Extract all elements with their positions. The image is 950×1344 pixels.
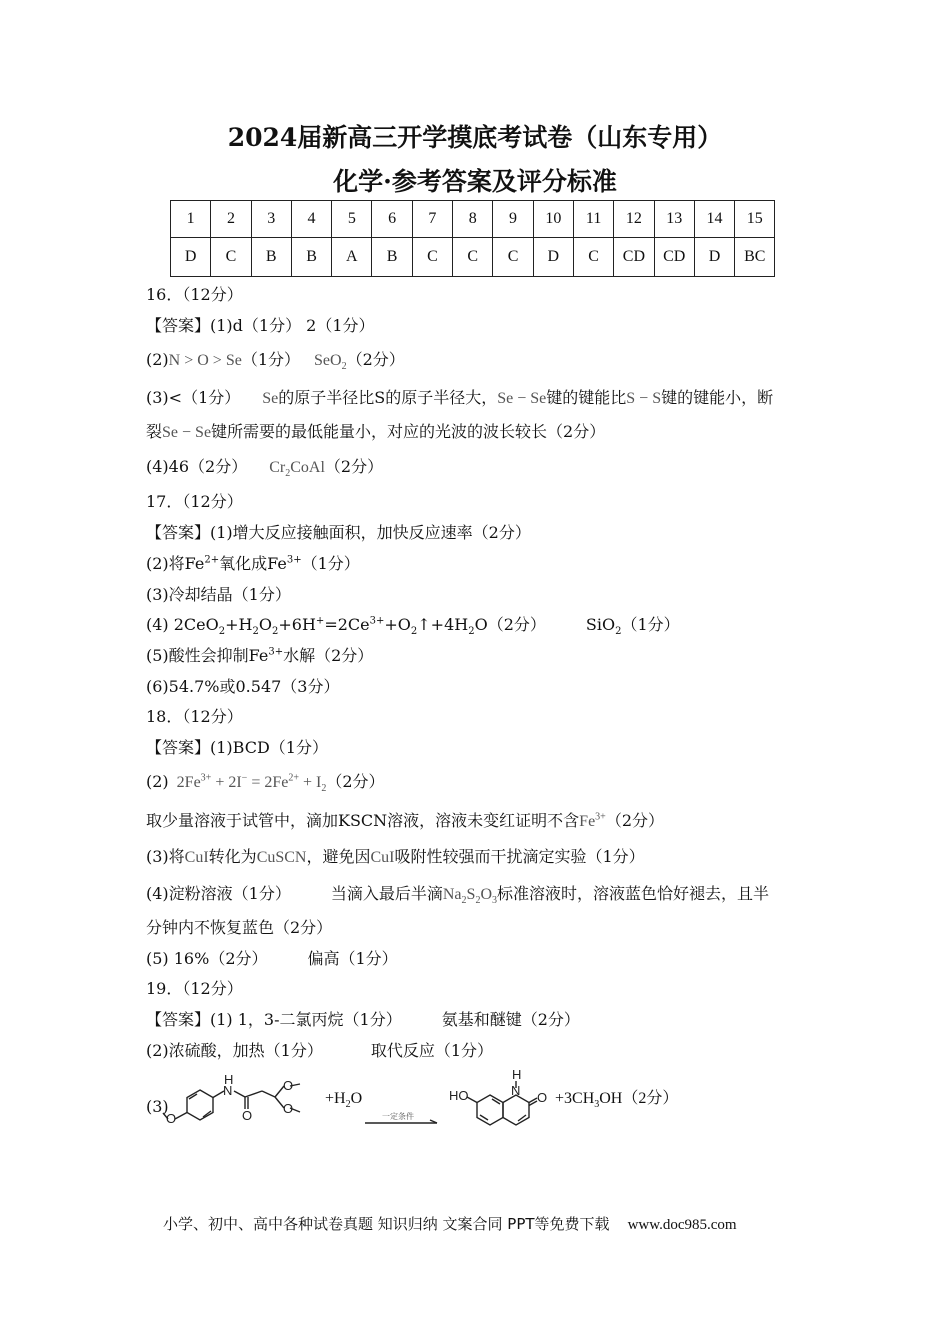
answer-cell: BC [735,238,775,277]
q19-answer-1: 【答案】(1) 1，3-二氯丙烷（1分） 氨基和醚键（2分） [146,1010,580,1029]
footer [163,1213,737,1234]
reaction-scheme [160,1062,720,1147]
question-number-cell: 7 [412,201,452,238]
q19-answer-2: (2)浓硫酸，加热（1分） 取代反应（1分） [146,1041,494,1060]
answer-cell: A [332,238,372,277]
answer-cell: C [453,238,493,277]
page-title: 2024届新高三开学摸底考试卷（山东专用） [227,123,723,152]
question-number-cell: 15 [735,201,775,238]
q18-heading: 18．（12分） [146,707,243,726]
answer-cell: B [372,238,412,277]
q18-answer-4-cont: 分钟内不恢复蓝色（2分） [146,918,333,937]
q18-answer-3: (3)将CuI转化为CuSCN，避免因CuI吸附性较强而干扰滴定实验（1分） [146,847,645,866]
footer-text: 小学、初中、高中各种试卷真题 知识归纳 文案合同 PPT等免费下载 [163,1215,610,1233]
plus-methanol: $+3CH_3OH(2$分） [555,1090,679,1110]
q16-answer-4: (4)46（2分） $Cr_2CoAl(2$分） [146,457,384,480]
q17-answer-6: (6)54.7%或0.547（3分） [146,677,340,696]
q16-answer-3: (3)<（1分） Se的原子半径比S的原子半径大，Se − Se键的键能比S − S键的键能小，断 [146,388,774,407]
q17-answer-3: (3)冷却结晶（1分） [146,585,291,604]
q16-answer-2: (2)N > O > Se（1分） SeO$_2$（2分） [146,350,405,373]
atom-o-ether-2: O [283,1101,294,1116]
answer-cell: B [251,238,291,277]
q18-answer-2-cont: 取少量溶液于试管中，滴加KSCN溶液，溶液未变红证明不含$Fe^{3+}(2$分） [146,811,664,830]
q19-answer-3-label: (3) [146,1097,169,1116]
answer-cell: CD [654,238,694,277]
answer-cell: C [493,238,533,277]
reaction-condition: 一定条件 [382,1112,414,1121]
answer-cell: D [171,238,211,277]
atom-o-product: O [537,1090,548,1105]
atom-h-product: H [512,1067,522,1082]
q17-heading: 17．（12分） [146,492,243,511]
q17-answer-5: (5)酸性会抑制$Fe^{3+}$水解（2分） [146,646,374,665]
q17-answer-2: (2)将$Fe^{2+}$氧化成$Fe^{3+}(1$分） [146,554,360,573]
question-number-cell: 9 [493,201,533,238]
q18-answer-2: (2) $2Fe^{3+} + 2I^- = 2Fe^{2+} + I_2(2$分） [146,772,385,795]
question-number-cell: 2 [211,201,251,238]
q18-answer-4: (4)淀粉溶液（1分） 当滴入最后半滴$Na_2S_2O_3$标准溶液时，溶液蓝色恰好褪去，且半 [146,884,770,907]
question-number-cell: 10 [533,201,573,238]
answer-cell: CD [614,238,654,277]
q18-answer-5: (5) 16%（2分） 偏高（1分） [146,949,398,968]
atom-o-methoxy: O [166,1111,177,1126]
q16-answer-3-cont: 裂Se − Se键所需要的最低能量小，对应的光波的波长较长（2分） [146,422,606,441]
page-subtitle: 化学·参考答案及评分标准 [333,167,617,196]
answer-cell: B [291,238,331,277]
answer-cell: D [694,238,734,277]
question-number-cell: 13 [654,201,694,238]
answer-cell: D [533,238,573,277]
atom-o-ether-1: O [283,1078,294,1093]
product-quinolinone [477,1095,529,1125]
question-number-cell: 5 [332,201,372,238]
question-number-cell: 8 [453,201,493,238]
answer-cell: C [573,238,613,277]
question-number-cell: 1 [171,201,211,238]
atom-n-reactant: N [223,1083,233,1098]
question-number-cell: 12 [614,201,654,238]
q16-heading: 16．（12分） [146,285,243,304]
question-number-cell: 6 [372,201,412,238]
atom-o-carbonyl: O [242,1108,253,1123]
atom-h-reactant: H [224,1072,234,1087]
plus-water: $+H_2O$ [325,1090,363,1110]
answer-table-answers-row [171,238,775,277]
question-number-cell: 3 [251,201,291,238]
question-number-cell: 14 [694,201,734,238]
answer-table-numbers-row [171,201,775,238]
q18-answer-1: 【答案】(1)BCD（1分） [146,738,328,757]
q17-answer-1: 【答案】(1)增大反应接触面积，加快反应速率（2分） [146,523,531,542]
atom-n-product: N [511,1083,521,1098]
atom-ho-product: HO [449,1088,469,1103]
q17-answer-4: (4) $2CeO_2+H_2O_2+6H^+=2Ce^{3+}+O_2↑+4H_2O(2$分） SiO$_2$（1分） [146,615,680,638]
question-number-cell: 11 [573,201,613,238]
q16-answer-1: 【答案】(1)d（1分） 2（1分） [146,316,375,335]
answer-cell: C [211,238,251,277]
answer-cell: C [412,238,452,277]
question-number-cell: 4 [291,201,331,238]
q19-heading: 19．（12分） [146,979,243,998]
answer-table [170,200,775,277]
reactant-benzene-ring [187,1090,213,1120]
footer-link[interactable]: www.doc985.com [627,1217,737,1233]
